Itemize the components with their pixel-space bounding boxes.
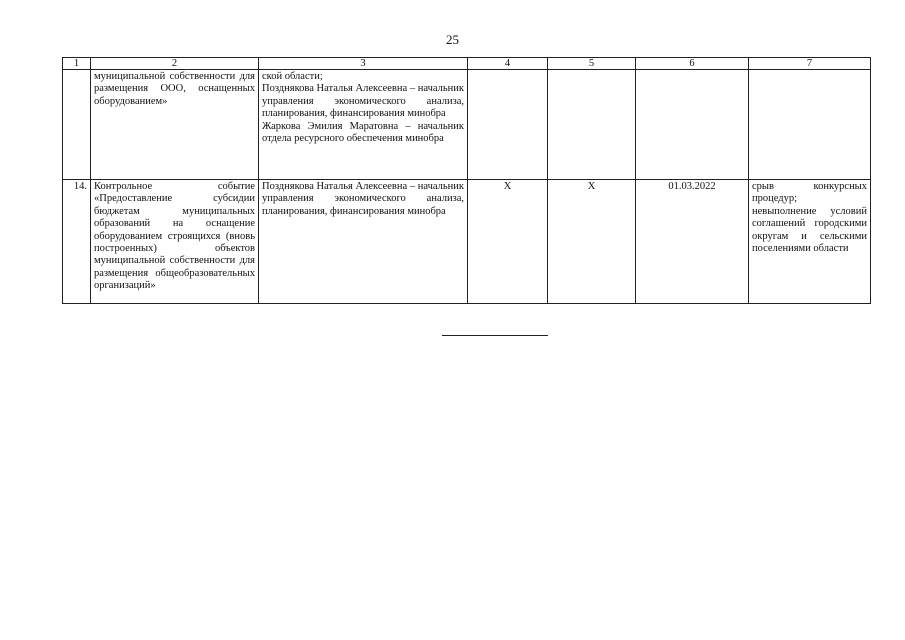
header-col-6: 6 xyxy=(636,58,749,70)
responsible-line: Позднякова Наталья Алексеевна – начальник управления экономического анализа, планирования, финансирования минобра xyxy=(262,181,464,217)
event-cell: муниципальной собственности для размещения ООО, оснащенных оборудованием» xyxy=(91,70,259,180)
date-cell xyxy=(636,70,749,180)
risk-line: срыв конкурсных процедур; xyxy=(752,181,867,205)
header-col-7: 7 xyxy=(749,58,871,70)
responsible-line: ской области; xyxy=(262,71,323,82)
responsible-cell xyxy=(259,180,468,304)
col5-cell xyxy=(548,70,636,180)
risks-cell xyxy=(749,180,871,304)
table-row xyxy=(63,180,871,304)
header-col-4: 4 xyxy=(468,58,548,70)
risks-cell xyxy=(749,70,871,180)
row-number xyxy=(63,70,91,180)
col4-cell xyxy=(468,70,548,180)
event-cell: Контрольное событие «Предоставление субсидии бюджетам муниципальных образований на оснащение оборудованием строящихся (вновь построенных) объектов муниципальной собственности для размещения общеобразовательных организаций» xyxy=(91,180,259,304)
document-table xyxy=(62,57,871,304)
responsible-line: Жаркова Эмилия Маратовна – начальник отдела ресурсного обеспечения минобра xyxy=(262,120,464,145)
table-row xyxy=(63,70,871,180)
page-number: 25 xyxy=(446,32,459,47)
responsible-cell xyxy=(259,70,468,180)
header-col-5: 5 xyxy=(548,58,636,70)
date-cell: 01.03.2022 xyxy=(636,180,749,304)
risk-line: невыполнение условий соглашений городскими округам и сельскими поселениями области xyxy=(752,205,867,255)
col5-cell: Х xyxy=(548,180,636,304)
closing-rule xyxy=(442,335,548,336)
header-col-1: 1 xyxy=(63,58,91,70)
col4-cell: Х xyxy=(468,180,548,304)
header-row xyxy=(63,58,871,70)
header-col-3: 3 xyxy=(259,58,468,70)
header-col-2: 2 xyxy=(91,58,259,70)
responsible-line: Позднякова Наталья Алексеевна – начальник управления экономического анализа, планирования, финансирования минобра xyxy=(262,83,464,120)
row-number: 14. xyxy=(63,180,91,304)
